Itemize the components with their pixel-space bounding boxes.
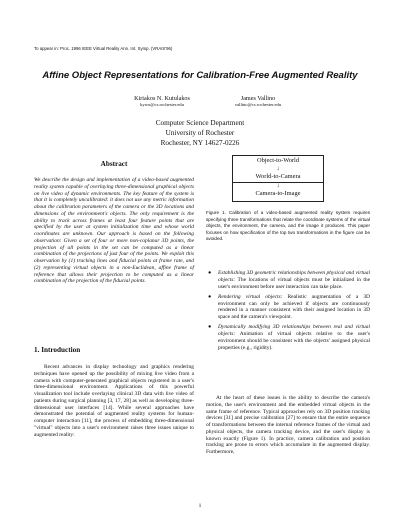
- author-email: vallino@cs.rochester.edu: [234, 102, 282, 107]
- right-column-paragraph: At the heart of these issues is the ability to describe the camera's motion, the user's environment and the embedded virtual objects in the same frame of reference. Typical approaches rely on 3D position tracking devices [31] and precise calibration [27] to ensure that the entire sequence of transformations between the internal reference frames of the virtual and physical objects, the camera tracking device, and the user's display is known exactly (Figure 1). In practice, camera calibration and position tracking are prone to errors which accumulate in the augmented display. Furthermore,: [206, 395, 370, 455]
- intro-text: Recent advances in display technology and graphics rendering techniques have opened up the possibility of mixing live video from a camera with computer-generated graphical objects registered in a user's three-dimensional environment. Applications of this powerful visualization tool include overlaying clinical 3D data with live video of patients during surgical planning [3, 17, 28] as well as developing three-dimensional user interfaces [14]. While several approaches have demonstrated the potential of augmented reality systems for human-computer interaction [11], the process of embedding three-dimensional "virtual" objects into a user's environment raises three issues unique to augmented reality:: [34, 364, 194, 438]
- abstract-text: We describe the design and implementation of a video-based augmented reality system capable of overlaying three-dimensional graphical objects on live video of dynamic environments. The key feature of the system is that it is completely uncalibrated: it does not use any metric information about the calibration parameters of the camera or the 3D locations and dimensions of the environment's objects. The only requirement is the ability to track across frames at least four feature points that are specified by the user at system initialization time and whose world coordinates are unknown. Our approach is based on the following observation: Given a set of four or more non-coplanar 3D points, the projection of all points in the set can be computed as a linear combination of the projections of just four of the points. We exploit this observation by (1) tracking lines and fiducial points at frame rate, and (2) representing virtual objects in a non-Euclidean, affine frame of reference that allows their projection to be computed as a linear combination of the projection of the fiducial points.: [34, 177, 194, 285]
- intro-heading: 1. Introduction: [34, 346, 81, 354]
- figure-caption: Figure 1. Calibration of a video-based augmented reality system requires specifying three transformations that relate the coordinate systems of the virtual objects, the environment, the camera, and the image it produces. This paper focuses on how specification of the top two transformations in the figure can be avoided.: [206, 210, 370, 242]
- author-block-1: [118, 95, 206, 108]
- abstract-body: [34, 177, 194, 285]
- paper-title: Affine Object Representations for Calibration-Free Augmented Reality: [42, 70, 358, 81]
- list-item: [206, 270, 370, 290]
- abstract-heading: Abstract: [100, 160, 128, 168]
- bullet-icon: ●: [208, 293, 212, 300]
- header-note: To appear in: Proc. 1996 IEEE Virtual Reality Ann. Int. Symp. (VRAIS'96): [34, 46, 173, 51]
- arrow-down-icon: ↓: [276, 183, 280, 189]
- bullet-text: Realistic augmentation of a 3D environment can only be achieved if objects are continuously rendered in a manner consistent with their assigned location in 3D space and the camera's viewpoint.: [218, 293, 370, 320]
- figure-node-camera-to-image: Camera-to-Image: [255, 190, 301, 197]
- bullet-text: Animation of virtual objects relative to the user's environment should be consistent with the objects' assigned physical properties (e.g., rigidity).: [218, 331, 370, 351]
- affiliation-city: Rochester, NY 14627-0226: [160, 139, 240, 147]
- arrow-down-icon: ↓: [276, 166, 280, 172]
- bullet-icon: ●: [208, 270, 212, 276]
- bullet-lead: Rendering virtual objects:: [218, 293, 283, 300]
- affiliation-univ: University of Rochester: [165, 129, 235, 137]
- issue-list: [206, 270, 370, 355]
- figure-frame: [232, 155, 324, 202]
- bullet-lead: Establishing 3D geometric relationships between physical and virtual objects:: [218, 270, 370, 283]
- figure-node-world-to-camera: World-to-Camera: [255, 173, 301, 180]
- list-item: [206, 294, 370, 321]
- bullet-lead: Dynamically modifying 3D relationships between real and virtual objects:: [218, 324, 370, 337]
- author-name: Kiriakos N. Kutulakos: [134, 95, 190, 102]
- affiliation-dept: Computer Science Department: [155, 119, 245, 127]
- page-number: 1: [198, 503, 202, 509]
- list-item: [206, 324, 370, 351]
- author-block-2: [220, 95, 296, 108]
- bullet-icon: ●: [208, 324, 212, 331]
- figure-node-object-to-world: Object-to-World: [256, 157, 300, 164]
- bullet-text: The locations of virtual objects must be initialized in the user's environment before user interaction can take place.: [218, 276, 370, 290]
- author-email: kyros@cs.rochester.edu: [140, 102, 184, 107]
- author-name: James Vallino: [240, 95, 276, 102]
